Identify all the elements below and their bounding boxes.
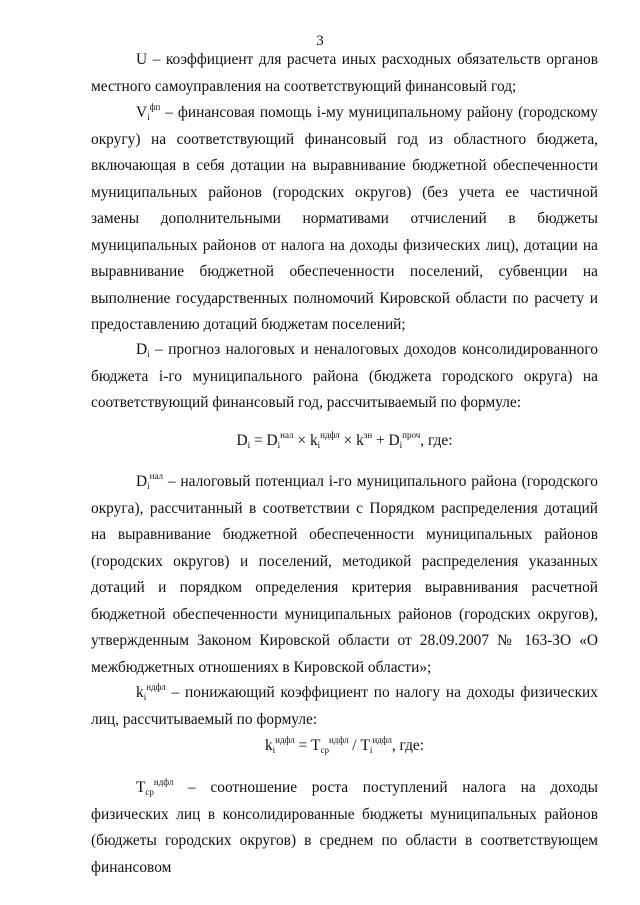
subscript-i: i bbox=[147, 112, 150, 123]
formula-k: $k_i^{ндфл} = T_{ср}^{ндфл} / T_i^{ндфл}$, где: bbox=[264, 735, 425, 755]
paragraph-dnal-definition: $D_i^{нал}$ – налоговый потенциал i-го муниципального района (городского округа), рассчитанный в соответствии с Порядком распределения дотаций на выравнивание бюджетной обеспеченности муниципальных районов (городских округов) и поселений, методикой распределения указанных дотаций и порядком определения критерия выравнивания расчетной бюджетной обеспеченности муниципальных районов (городских округов), утвержденным Законом Кировской области от 28.09.2007 № 163-ЗО «О межбюджетных отношениях в Кировской области»; bbox=[91, 471, 598, 676]
paragraph-t-definition: $T_{ср}^{ндфл}$ – соотношение роста поступлений налога на доходы физических лиц в консолидированные бюджеты муниципальных районов (бюджеты городских округов) в среднем по области в соответствующем финансовом bbox=[91, 777, 598, 876]
paragraph-d-definition bbox=[91, 337, 598, 417]
d-definition-text: – прогноз налоговых и неналоговых доходов консолидированного бюджета i-го муниципального района (бюджета городского округа) на соответствующий финансовый год, рассчитываемый по формуле: bbox=[91, 341, 598, 412]
t-definition-text: – соотношение роста поступлений налога на доходы физических лиц в консолидированные бюджеты муниципальных районов (бюджеты городских округов) в среднем по области в соответствующем финансовом bbox=[91, 779, 598, 876]
v-definition-text: – финансовая помощь i-му муниципальному району (городскому округу) на соответствующий финансовый год из областного бюджета, включающая в себя дотации на выравнивание бюджетной обеспеченности муниципальных районов (городских округов) (без учета ее частичной замены дополнительными нормативами отчислений в бюджеты муниципальных районов от налога на доходы физических лиц), дотации на выравнивание бюджетной обеспеченности поселений, субвенции на выполнение государственных полномочий Кировской области по расчету и предоставлению дотаций бюджетам поселений; bbox=[91, 104, 598, 334]
paragraph-v-definition bbox=[91, 100, 598, 339]
paragraph-k-definition: $k_i^{ндфл}$ – понижающий коэффициент по налогу на доходы физических лиц, рассчитываемый по формуле: bbox=[91, 682, 598, 728]
symbol-v: V bbox=[136, 104, 148, 122]
k-definition-text: – понижающий коэффициент по налогу на доходы физических лиц, рассчитываемый по формуле: bbox=[91, 684, 598, 728]
symbol-d: D bbox=[136, 341, 148, 359]
page-number: 3 bbox=[316, 33, 324, 49]
subscript-i: i bbox=[147, 349, 150, 360]
superscript-fp: фп bbox=[149, 102, 161, 113]
formula-d: $D_i = D_i^{нал} \times k_i^{ндфл} \times k^{зн} + D_i^{проч}$, где: bbox=[236, 430, 453, 450]
paragraph-u-definition: U – коэффициент для расчета иных расходных обязательств органов местного самоуправления на соответствующий финансовый год; bbox=[91, 51, 598, 95]
dnal-definition-text: – налоговый потенциал i-го муниципального района (городского округа), рассчитанный в соответствии с Порядком распределения дотаций на выравнивание бюджетной обеспеченности муниципальных районов (городских округов) и поселений, методикой распределения указанных дотаций и порядком определения критерия выравнивания расчетной бюджетной обеспеченности муниципальных районов (городских округов), утвержденным Законом Кировской области от 28.09.2007 № 163-ЗО «О межбюджетных отношениях в Кировской области»; bbox=[91, 473, 598, 676]
